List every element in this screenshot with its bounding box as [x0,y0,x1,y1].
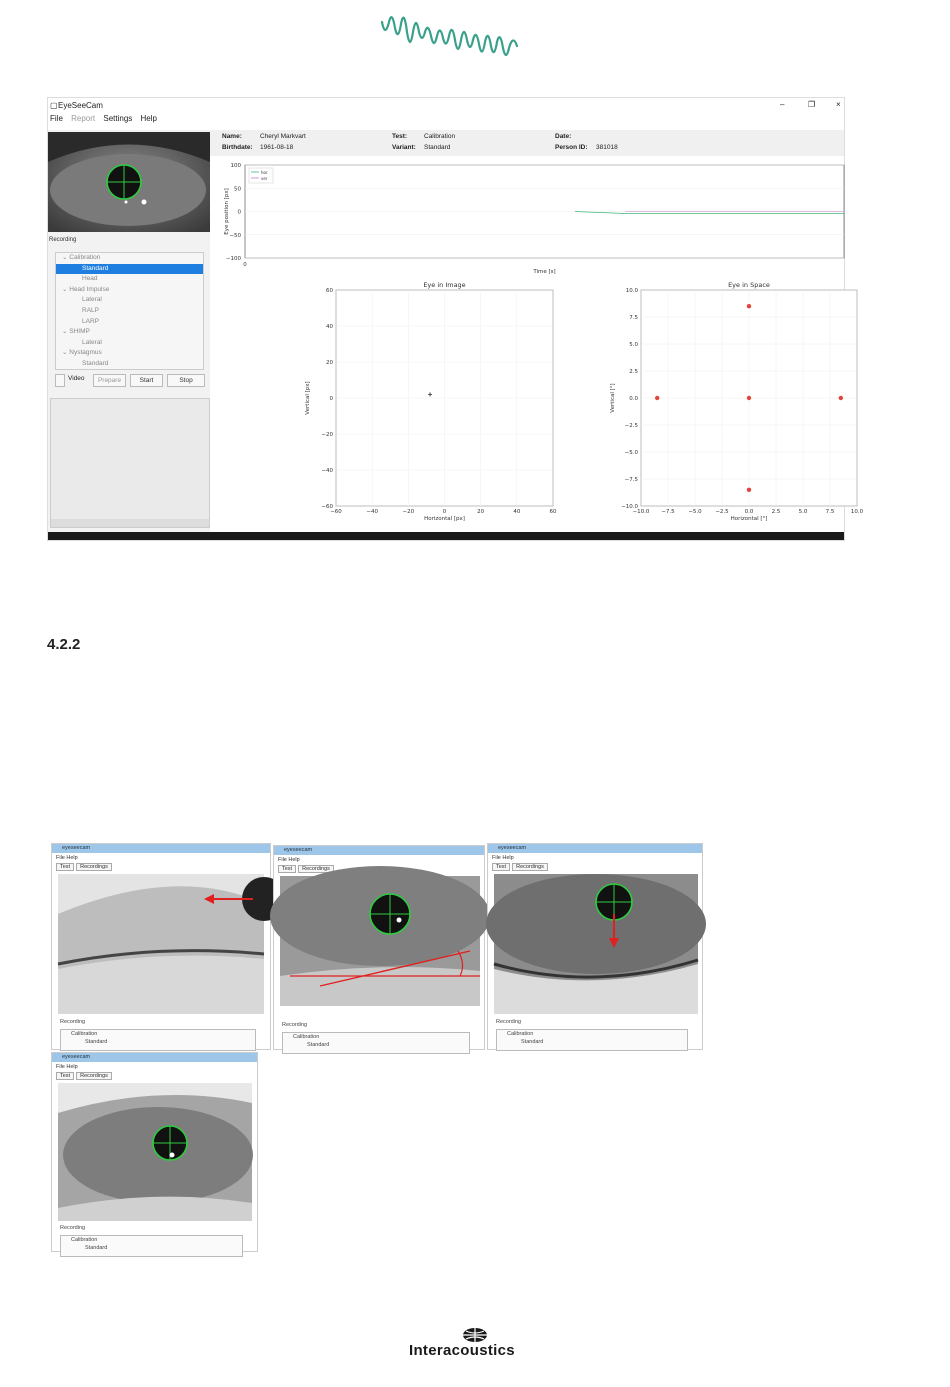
y-tick-label: 0 [237,209,241,216]
interacoustics-logo [409,1327,541,1361]
tab-recordings[interactable]: Recordings [298,865,334,873]
y-tick-label: 100 [230,163,241,169]
x-tick-label: 20 [477,509,485,515]
y-tick-label: 20 [326,360,333,366]
calibration-photo-1 [51,843,271,1050]
legend-label: hor [261,170,268,175]
section-heading: 4.2.2 [47,636,81,653]
tree-item[interactable]: Standard [82,359,109,367]
photo-menu: File Help [56,855,78,861]
y-tick-label: 2.5 [629,369,638,375]
photo-tabs [56,1072,114,1080]
x-tick-label: 40 [513,509,521,515]
x-tick-label: −40 [366,509,378,515]
taskbar [48,532,844,540]
photo-menu: File Help [278,857,300,863]
y-tick-label: 10.0 [625,288,638,294]
tree-item: Calibration [507,1031,534,1037]
globe-icon [461,1327,489,1343]
video-label: Video [68,375,85,382]
window-titlebar [48,98,844,114]
x-tick-label: −20 [402,509,415,515]
tree-item[interactable]: LARP [82,317,99,325]
left-panel [48,130,210,532]
photo-tabs [278,865,336,873]
variant-label: Variant: [392,144,416,151]
tree-item[interactable]: Standard [56,264,203,275]
y-axis-label: Vertical [px] [305,381,311,415]
horizontal-scrollbar[interactable] [51,519,209,527]
birthdate-label: Birthdate: [222,144,253,151]
y-tick-label: −5.0 [624,450,638,456]
tree-item[interactable]: Head [82,275,98,283]
eye-in-image-title: Eye in Image [423,281,466,289]
brand-wave-logo [380,8,545,46]
eye-camera-view [58,1083,252,1221]
menu-settings[interactable]: Settings [103,114,133,123]
person-id-value: 381018 [596,144,618,151]
y-tick-label: −40 [321,468,333,474]
photo-tabs [56,863,114,871]
x-tick-label: 7.5 [825,509,835,515]
menu-help[interactable]: Help [140,114,157,123]
start-button[interactable]: Start [130,374,163,387]
x-tick-label: 5.0 [798,509,808,515]
x-axis-label: Time [s] [533,269,556,275]
calibration-photo-4 [51,1052,258,1252]
recording-label: Recording [496,1019,522,1025]
y-tick-label: −60 [321,504,333,510]
x-axis-label: Horizontal [°] [730,516,768,522]
calibration-photo-2 [273,845,485,1050]
recording-tree [60,1235,243,1257]
menu-file[interactable]: File [50,114,63,123]
y-tick-label: −20 [321,432,333,438]
x-tick-label: 0 [243,262,247,268]
patient-info-header [210,130,844,156]
prepare-button[interactable]: Prepare [93,374,126,387]
y-tick-label: 60 [326,288,333,294]
control-buttons [55,374,205,388]
photo-tabs [492,863,550,871]
app-icon: ▢ [50,101,58,110]
eye-camera-view [48,132,210,232]
y-tick-label: −7.5 [624,477,638,483]
photo-titlebar: eyeseecam [488,844,702,853]
tree-item[interactable]: ⌄ Head Impulse [62,285,110,293]
window-title: EyeSeeCam [58,101,103,110]
minimize-button[interactable]: – [780,100,785,109]
y-tick-label: 40 [326,324,333,330]
recording-label: Recording [60,1019,86,1025]
x-tick-label: 10.0 [850,509,864,515]
legend-label: ver [261,176,268,181]
y-tick-label: 50 [234,186,241,193]
stop-button[interactable]: Stop [167,374,205,387]
tab-test[interactable]: Test [56,1072,74,1080]
photo-menu: File Help [492,855,514,861]
tree-item: Calibration [71,1237,98,1243]
recording-tree [282,1032,470,1054]
data-point [839,396,843,400]
x-tick-label: −7.5 [661,509,675,515]
x-tick-label: −5.0 [688,509,702,515]
name-label: Name: [222,133,242,140]
tree-item[interactable]: Lateral [82,338,102,346]
y-tick-label: 0.0 [629,396,638,402]
tree-item[interactable]: ⌄ Calibration [62,254,101,261]
y-axis-label: Eye position [px] [224,188,230,235]
x-tick-label: −60 [330,509,342,515]
y-tick-label: −50 [229,232,241,239]
close-button[interactable]: × [836,100,841,109]
tree-subitem: Standard [85,1245,108,1251]
patient-name: Cheryl Markvart [260,133,306,140]
tab-recordings[interactable]: Recordings [76,863,112,871]
tree-item[interactable]: RALP [82,306,99,314]
recording-label: Recording [282,1022,308,1028]
x-axis-label: Horizontal [px] [424,516,465,522]
test-label: Test: [392,133,408,140]
calibration-photo-3 [487,843,703,1050]
recording-tree[interactable] [55,252,204,370]
menu-bar [48,114,844,126]
tree-item[interactable]: ⌄ SHIMP [62,328,90,336]
eye-camera-view [280,876,480,1006]
y-tick-label: −100 [225,256,241,262]
tab-test[interactable]: Test [278,865,296,873]
recording-tree [496,1029,688,1051]
maximize-button[interactable]: ❐ [808,100,816,109]
photo-menu: File Help [56,1064,78,1070]
tree-item: Calibration [293,1034,320,1040]
x-tick-label: −2.5 [715,509,729,515]
test-value: Calibration [424,133,456,140]
recording-label: Recording [60,1225,86,1231]
x-tick-label: 0.0 [744,509,754,515]
x-tick-label: 0 [442,509,447,515]
recording-tree [60,1029,256,1051]
tree-subitem: Standard [307,1042,330,1048]
y-tick-label: 7.5 [629,315,638,321]
y-tick-label: 5.0 [629,342,638,348]
x-tick-label: 60 [549,509,557,515]
eye-camera-view [58,874,264,1014]
photo-titlebar: eyeseecam [52,844,270,853]
menu-report[interactable]: Report [71,114,96,123]
person-id-label: Person ID: [555,144,588,151]
tree-item[interactable]: Lateral [82,296,102,304]
video-checkbox[interactable] [55,374,65,387]
date-label: Date: [555,133,572,140]
data-point [747,304,751,308]
tab-recordings[interactable]: Recordings [512,863,548,871]
tree-item: Calibration [71,1031,98,1037]
y-tick-label: 0 [329,396,333,402]
eye-camera-view [494,874,698,1014]
y-tick-label: −10.0 [621,504,638,510]
tab-test[interactable]: Test [492,863,510,871]
recording-list-panel [50,398,210,528]
variant-value: Standard [424,144,451,151]
eye-in-space-title: Eye in Space [728,281,770,289]
tree-subitem: Standard [521,1039,544,1045]
x-tick-label: −10.0 [632,509,650,515]
x-tick-label: 2.5 [771,509,781,515]
photo-titlebar: eyeseecam [274,846,484,855]
data-point [747,396,751,400]
eyeseecam-screenshot [47,97,864,541]
data-point [747,488,751,492]
footer-brand: Interacoustics [409,1342,515,1359]
photo-titlebar: eyeseecam [52,1053,257,1062]
tab-test[interactable]: Test [56,863,74,871]
data-point [655,396,659,400]
y-axis-label: Vertical [°] [610,383,616,413]
tab-recordings[interactable]: Recordings [76,1072,112,1080]
patient-birthdate: 1961-08-18 [260,144,294,151]
tree-subitem: Standard [85,1039,108,1045]
plots-area [210,156,864,532]
recording-label: Recording [49,237,77,243]
y-tick-label: −2.5 [624,423,638,429]
tree-item[interactable]: ⌄ Nystagmus [62,349,102,357]
